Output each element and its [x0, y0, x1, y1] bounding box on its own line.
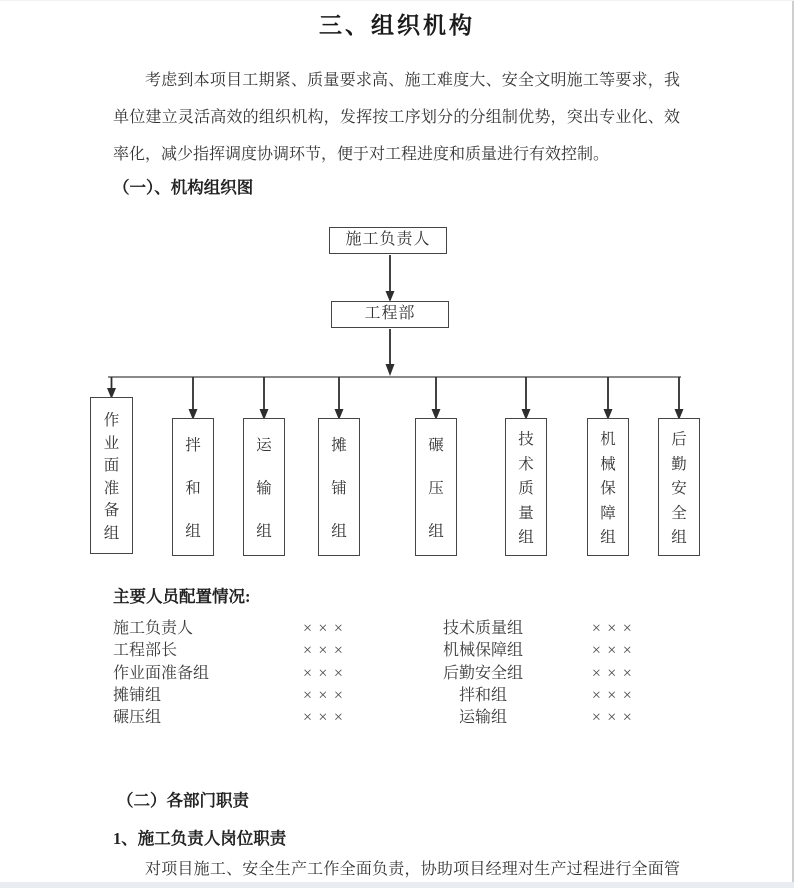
org-group-box: 拌 和 组	[172, 418, 214, 556]
org-group-box: 摊 铺 组	[318, 418, 360, 556]
staffing-right-label: 后勤安全组	[442, 664, 523, 682]
staffing-right-value: ×××	[591, 642, 639, 660]
org-group-box: 碾 压 组	[415, 418, 457, 556]
staffing-right-value: ×××	[591, 686, 639, 704]
staffing-right-label: 技术质量组	[442, 620, 523, 637]
org-node-department: 工程部	[331, 301, 449, 328]
staffing-row	[113, 640, 680, 662]
staffing-left-label: 工程部长	[113, 642, 178, 660]
page-gap	[0, 882, 794, 888]
staffing-left-value: ×××	[303, 709, 350, 727]
staffing-table	[113, 618, 680, 729]
staffing-left-label: 摊铺组	[113, 686, 162, 704]
intro-line: 考虑到本项目工期紧、质量要求高、施工难度大、安全文明施工等要求，我	[145, 72, 680, 89]
org-group-box: 技 术 质 量 组	[505, 418, 547, 556]
staffing-left-value: ×××	[303, 664, 350, 682]
staffing-left-label: 施工负责人	[113, 620, 194, 637]
staffing-left-label: 作业面准备组	[113, 664, 210, 682]
page-title: 三、组织机构	[319, 13, 475, 38]
staffing-right-value: ×××	[591, 664, 639, 682]
staffing-heading: 主要人员配置情况:	[113, 587, 251, 606]
staffing-row	[113, 663, 680, 685]
closing-paragraph: 对项目施工、安全生产工作全面负责，协助项目经理对生产过程进行全面管	[145, 861, 680, 878]
staffing-row	[113, 618, 680, 640]
section2-heading: （二）各部门职责	[117, 791, 249, 810]
staffing-right-value: ×××	[591, 709, 639, 727]
intro-paragraph	[113, 62, 680, 173]
staffing-left-value: ×××	[303, 620, 350, 637]
org-group-box: 后 勤 安 全 组	[658, 418, 700, 556]
staffing-right-label: 运输组	[458, 709, 507, 727]
staffing-right-label: 拌和组	[458, 686, 507, 704]
section1-heading: （一）、机构组织图	[113, 178, 254, 197]
staffing-left-value: ×××	[303, 686, 350, 704]
intro-line: 单位建立灵活高效的组织机构，发挥按工序划分的分组制优势，突出专业化、效	[113, 109, 680, 126]
org-node-root: 施工负责人	[329, 227, 447, 254]
staffing-left-label: 碾压组	[113, 709, 162, 727]
org-group-box: 运 输 组	[243, 418, 285, 556]
subsection-heading: 1、施工负责人岗位职责	[113, 829, 287, 848]
staffing-right-value: ×××	[591, 620, 639, 637]
staffing-left-value: ×××	[303, 642, 350, 660]
staffing-row	[113, 707, 680, 729]
org-group-box: 作 业 面 准 备 组	[90, 397, 133, 554]
org-group-box: 机 械 保 障 组	[587, 418, 629, 556]
intro-line: 率化，减少指挥调度协调环节，便于对工程进度和质量进行有效控制。	[113, 146, 610, 163]
staffing-row	[113, 685, 680, 707]
staffing-right-label: 机械保障组	[442, 642, 523, 660]
